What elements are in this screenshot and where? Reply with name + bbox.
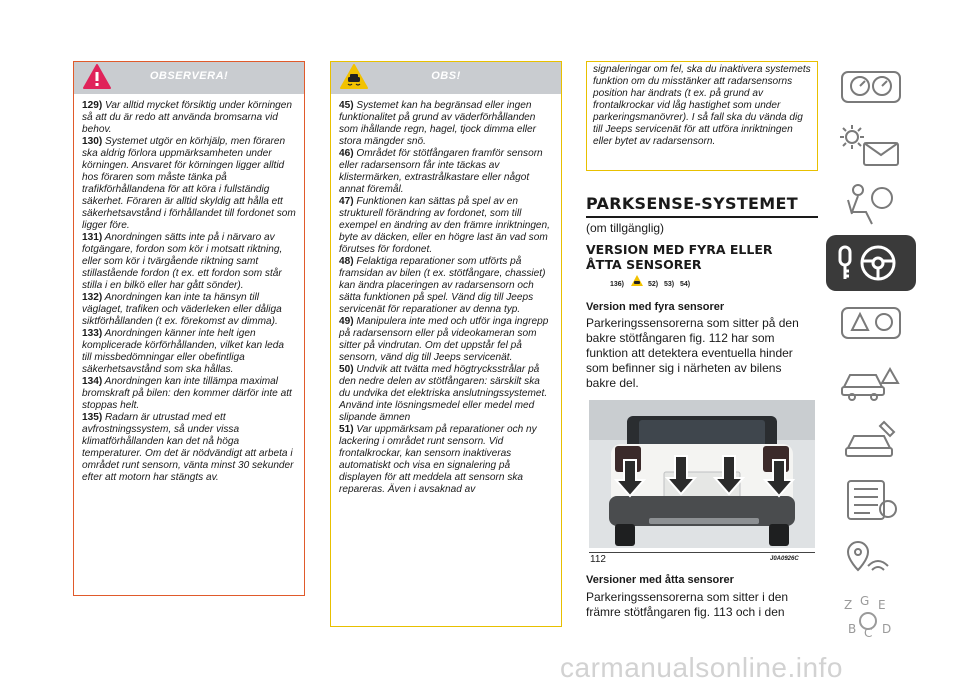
warning-item <box>82 232 296 292</box>
lights-mail-icon <box>838 123 904 167</box>
watermark: carmanualsonline.info <box>560 652 843 683</box>
note-item <box>339 424 553 496</box>
tab-car-breakdown[interactable] <box>826 353 916 409</box>
ref-warning-triangle-icon <box>630 274 644 289</box>
index-letters-icon <box>838 595 904 639</box>
warning-item-number: 130) <box>82 136 103 147</box>
warning-item-text: Anordningen sätts inte på i närvaro av fotgängare, fordon som kör i motsatt riktning, eller som kör i tvärgående riktning samt stillastående fordon (t ex. ett fordon som står stilla i en bilkö eller har gått sönder). <box>82 232 283 291</box>
availability-text: (om tillgänglig) <box>586 221 665 235</box>
note-item <box>339 316 553 364</box>
warning-item <box>82 376 296 412</box>
svg-text:Z: Z <box>844 598 853 612</box>
ref-54: 54) <box>680 281 691 288</box>
note-item-text: Området för stötfångaren framför sensorn eller radarsensorn får inte täckas av klistermärken, extrastrålkastare eller något annat föremål. <box>339 148 543 195</box>
tab-wrench-car[interactable] <box>826 412 916 468</box>
note-item <box>339 196 553 256</box>
note-item-number: 51) <box>339 424 354 435</box>
airbag-seat-icon <box>838 182 904 226</box>
warning-item-number: 131) <box>82 232 103 243</box>
warning-item-text: Anordningen kan inte tillämpa maximal bromskraft på bilen: den kommer därför inte att stoppas helt. <box>82 376 292 411</box>
warning-item <box>82 100 296 136</box>
note-box <box>330 61 562 627</box>
svg-text:E: E <box>878 598 886 612</box>
tab-warning-dashboard[interactable] <box>826 294 916 350</box>
ref-53: 53) <box>664 281 675 288</box>
note-box-header <box>331 62 561 94</box>
tab-specs-list[interactable] <box>826 471 916 527</box>
warning-item-text: Var alltid mycket försiktig under körningen så att du är redo att använda bromsarna vid behov. <box>82 100 293 135</box>
svg-text:D: D <box>882 622 892 636</box>
note-item-text: Funktionen kan sättas på spel av en strukturell förändring av fordonet, som till exempel en ändring av den främre inriktningen, byte av däcken, eller en högre last än vad som förutses för fordonet. <box>339 196 550 255</box>
specs-list-icon <box>838 477 904 521</box>
tab-airbag-seat[interactable] <box>826 176 916 232</box>
tab-lights-mail[interactable] <box>826 117 916 173</box>
chapter-sidebar <box>826 58 916 648</box>
warning-item <box>82 412 296 484</box>
warning-item <box>82 292 296 328</box>
note-item-number: 49) <box>339 316 354 327</box>
note-item-number: 50) <box>339 364 354 375</box>
figure-112 <box>589 400 815 548</box>
tab-steering-key[interactable] <box>826 235 916 291</box>
warning-box-header <box>74 62 304 94</box>
note-item-number: 46) <box>339 148 354 159</box>
note-box-body <box>331 94 561 504</box>
warning-item-text: Radarn är utrustad med ett avfrostningssystem, så under vissa klimatförhållanden kan det nå höga temperaturer. Om det är nödvändigt att arbeta i området runt sensorn, vänta minst 30 sekunder efter att motorn har stängts av. <box>82 412 294 483</box>
svg-text:B: B <box>848 622 857 636</box>
warning-item-number: 134) <box>82 376 103 387</box>
svg-text:G: G <box>860 595 870 608</box>
ref-136: 136) <box>610 281 625 288</box>
warning-item <box>82 136 296 232</box>
figure-caption-rule <box>589 552 815 553</box>
note-item-number: 48) <box>339 256 354 267</box>
figure-code: J0A0926C <box>770 556 799 562</box>
note-item-text: Felaktiga reparationer som utförts på framsidan av bilen (t ex. stötfångare, chassiet) kan ändra placeringen av radarsensorn och sätta funktionen på spel. Vänd dig till Jeeps servicenät för reparationer av denna typ. <box>339 256 546 315</box>
car-breakdown-icon <box>838 359 904 403</box>
note-continued-text: signaleringar om fel, ska du inaktivera systemets funktion om du misstänker att radarsensorns position har ändrats (t ex. på grund av frontalkrockar vid låg hastighet som under parkeringsmanövrer). I så fall ska du vända dig till Jeeps servicenät för att utföra inriktningen eller bytet av radarsensorn. <box>593 64 811 147</box>
warning-box-body <box>74 94 304 492</box>
tab-dashboard[interactable] <box>826 58 916 114</box>
section-subtitle: VERSION MED FYRA ELLER ÅTTA SENSORER <box>586 242 773 272</box>
note-box-continued <box>586 61 818 171</box>
warning-box <box>73 61 305 596</box>
note-item <box>339 100 553 148</box>
steering-key-icon <box>838 241 904 285</box>
heading-eight-sensors: Versioner med åtta sensorer <box>586 574 734 586</box>
warning-box-title: OBSERVERA! <box>149 70 229 82</box>
note-item-number: 47) <box>339 196 354 207</box>
note-item <box>339 364 553 424</box>
warning-item-number: 135) <box>82 412 103 423</box>
figure-number: 112 <box>590 554 606 565</box>
paragraph-eight-sensors: Parkeringssensorerna som sitter i den främre stötfångaren fig. 113 och i den <box>586 590 789 619</box>
warning-item-number: 132) <box>82 292 103 303</box>
note-box-title: OBS! <box>431 70 461 82</box>
section-title-wrap <box>586 194 818 218</box>
warning-dashboard-icon <box>838 300 904 344</box>
paragraph-four-sensors: Parkeringssensorerna som sitter på den bakre stötfångaren fig. 112 har som funktion att detektera eventuella hinder som befinner sig i närheten av bilens bakre del. <box>586 316 799 390</box>
warning-item <box>82 328 296 376</box>
section-title-rule <box>586 216 818 218</box>
section-title: PARKSENSE-SYSTEMET <box>586 194 798 213</box>
note-item-text: Systemet kan ha begränsad eller ingen funktionalitet på grund av väderförhållanden som ihållande regn, hagel, tjock dimma eller stora mängder snö. <box>339 100 536 147</box>
warning-item-number: 133) <box>82 328 103 339</box>
note-item-text: Var uppmärksam på reparationer och ny lackering i området runt sensorn. Vid frontalkrockar, kan sensorn inaktiveras automatiskt och visa en signalering på displayen för att meddela att sensorn ska repareras. Även i avsaknad av <box>339 424 537 495</box>
note-item <box>339 148 553 196</box>
warning-item-text: Systemet utgör en körhjälp, men föraren ska aldrig förlora uppmärksamheten under körningen. Ansvaret för körningen ligger alltid hos föraren som måste tänka på trafikförhållandena för att köra i fullständig säkerhet. Föraren är alltid skyldig att hålla ett säkerhetsavstånd i förhållandet till fordonet som ligger före. <box>82 136 296 231</box>
ref-52: 52) <box>648 281 659 288</box>
note-item-text: Undvik att tvätta med högtrycksstrålar på den nedre delen av stötfångaren: särskilt ska du undvika det elektriska anslutningssystemet. Använd inte lösningsmedel eller medel med slipande ämnen <box>339 364 548 423</box>
tab-navigation[interactable] <box>826 530 916 586</box>
svg-text:C: C <box>864 626 873 639</box>
note-item-number: 45) <box>339 100 354 111</box>
warning-item-text: Anordningen känner inte helt igen komplicerade körförhållanden, vilket kan leda till missbedömningar eller obefintliga säkerhetsavstånd som ska hållas. <box>82 328 284 375</box>
dashboard-icon <box>838 64 904 108</box>
warning-item-text: Anordningen kan inte ta hänsyn till väglaget, trafiken och väderleken eller dåliga siktförhållanden (t ex. förekomst av dimma). <box>82 292 282 327</box>
warning-item-number: 129) <box>82 100 103 111</box>
note-item-text: Manipulera inte med och utför inga ingrepp på radarsensorn eller på videokameran som sitter på vindrutan. Om det uppstår fel på sensorn, vänd dig till Jeeps servicenät. <box>339 316 549 363</box>
tab-index-letters[interactable] <box>826 589 916 645</box>
heading-four-sensors: Version med fyra sensorer <box>586 301 725 313</box>
note-item <box>339 256 553 316</box>
wrench-car-icon <box>838 418 904 462</box>
navigation-icon <box>838 536 904 580</box>
rear-bumper-sensor-image <box>589 400 815 548</box>
